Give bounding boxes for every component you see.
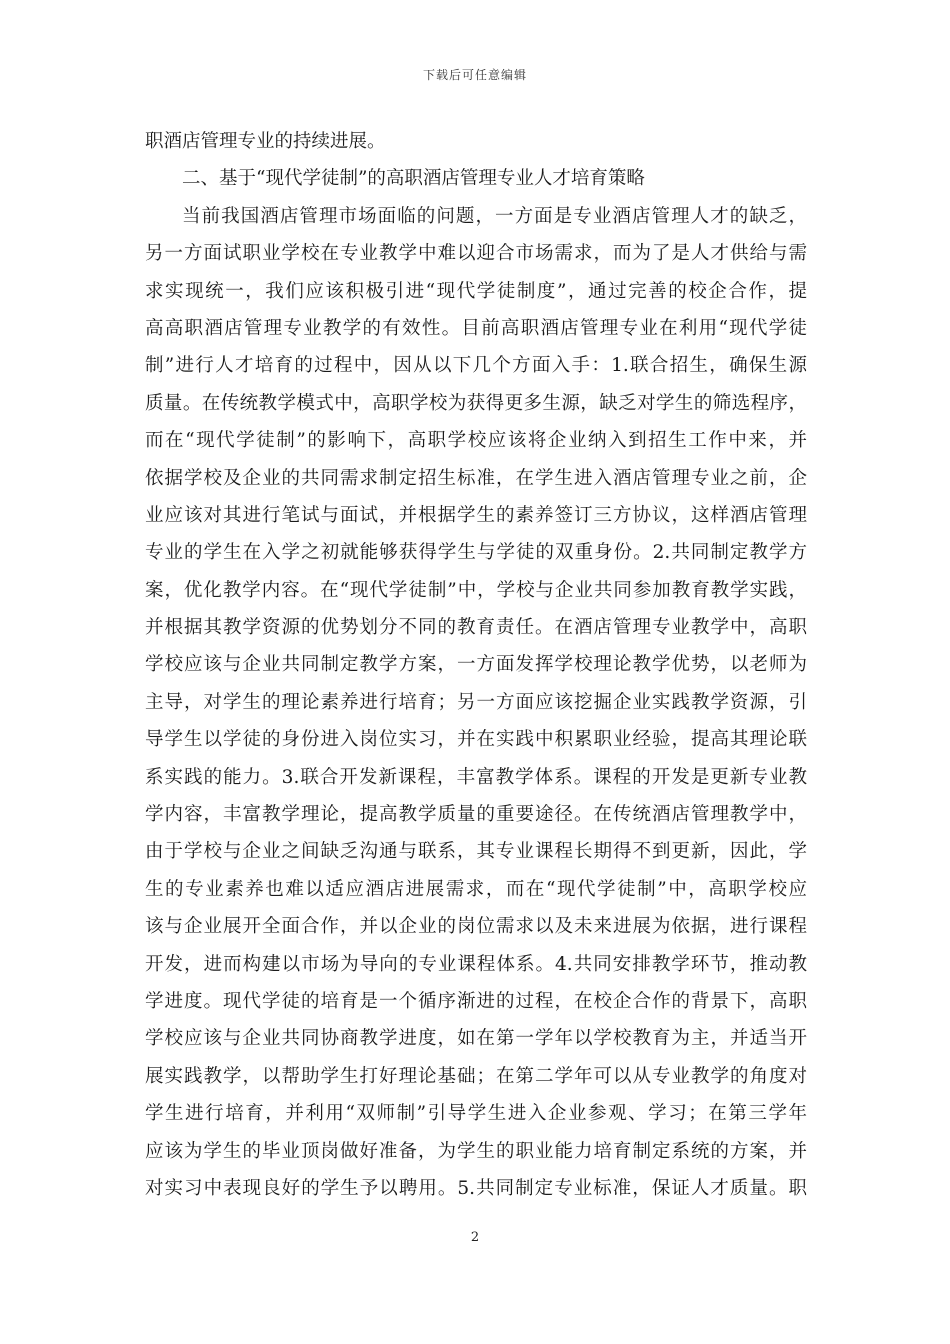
document-body [145, 123, 807, 1207]
body-line: 专业的学生在入学之初就能够获得学生与学徒的双重身份。2.共同制定教学方 [145, 542, 807, 564]
body-line: 应该为学生的毕业顶岗做好准备，为学生的职业能力培育制定系统的方案，并 [145, 1140, 807, 1162]
body-line: 系实践的能力。3.联合开发新课程，丰富教学体系。课程的开发是更新专业教 [145, 766, 807, 788]
body-line: 学校应该与企业共同协商教学进度，如在第一学年以学校教育为主，并适当开 [145, 1028, 807, 1050]
body-line: 高高职酒店管理专业教学的有效性。目前高职酒店管理专业在利用“现代学徒 [145, 317, 807, 339]
body-line: 学生进行培育，并利用“双师制”引导学生进入企业参观、学习；在第三学年 [145, 1103, 807, 1125]
body-line: 制”进行人才培育的过程中，因从以下几个方面入手：1.联合招生，确保生源 [145, 355, 807, 377]
body-line: 求实现统一，我们应该积极引进“现代学徒制度”，通过完善的校企合作，提 [145, 280, 807, 302]
body-line: 展实践教学，以帮助学生打好理论基础；在第二学年可以从专业教学的角度对 [145, 1065, 807, 1087]
body-line: 主导，对学生的理论素养进行培育；另一方面应该挖掘企业实践教学资源，引 [145, 691, 807, 713]
body-line: 当前我国酒店管理市场面临的问题，一方面是专业酒店管理人才的缺乏， [182, 205, 807, 227]
body-line: 学内容，丰富教学理论，提高教学质量的重要途径。在传统酒店管理教学中， [145, 804, 807, 826]
page-header: 下载后可任意编辑 [422, 68, 527, 82]
page-number: 2 [470, 1230, 480, 1245]
body-line: 业应该对其进行笔试与面试，并根据学生的素养签订三方协议，这样酒店管理 [145, 504, 807, 526]
body-line: 该与企业展开全面合作，并以企业的岗位需求以及未来进展为依据，进行课程 [145, 916, 807, 938]
body-line: 生的专业素养也难以适应酒店进展需求，而在“现代学徒制”中，高职学校应 [145, 878, 807, 900]
body-line: 由于学校与企业之间缺乏沟通与联系，其专业课程长期得不到更新，因此，学 [145, 841, 807, 863]
body-line: 开发，进而构建以市场为导向的专业课程体系。4.共同安排教学环节，推动教 [145, 953, 807, 975]
section-heading: 二、基于“现代学徒制”的高职酒店管理专业人才培育策略 [182, 168, 645, 190]
body-line: 质量。在传统教学模式中，高职学校为获得更多生源，缺乏对学生的筛选程序， [145, 392, 807, 414]
body-line: 案，优化教学内容。在“现代学徒制”中，学校与企业共同参加教育教学实践， [145, 579, 807, 601]
body-line: 导学生以学徒的身份进入岗位实习，并在实践中积累职业经验，提高其理论联 [145, 729, 807, 751]
body-line: 职酒店管理专业的持续进展。 [145, 131, 386, 152]
body-line: 依据学校及企业的共同需求制定招生标准，在学生进入酒店管理专业之前，企 [145, 467, 807, 489]
body-line: 并根据其教学资源的优势划分不同的教育责任。在酒店管理专业教学中，高职 [145, 617, 807, 639]
body-line: 学校应该与企业共同制定教学方案，一方面发挥学校理论教学优势，以老师为 [145, 654, 807, 676]
body-line: 而在“现代学徒制”的影响下，高职学校应该将企业纳入到招生工作中来，并 [145, 430, 807, 452]
body-line: 对实习中表现良好的学生予以聘用。5.共同制定专业标准，保证人才质量。职 [145, 1177, 807, 1199]
body-line: 另一方面试职业学校在专业教学中难以迎合市场需求，而为了是人才供给与需 [145, 243, 807, 265]
body-line: 学进度。现代学徒的培育是一个循序渐进的过程，在校企合作的背景下，高职 [145, 990, 807, 1012]
